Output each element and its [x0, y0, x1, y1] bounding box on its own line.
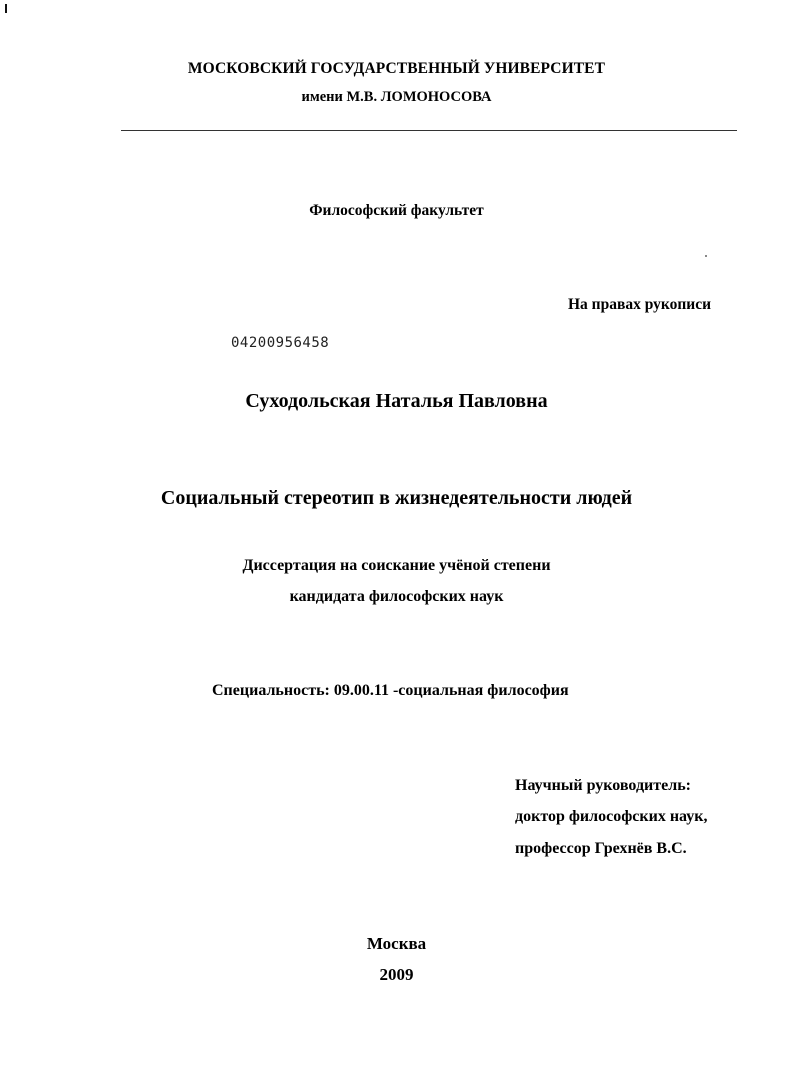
year: 2009 [379, 965, 414, 984]
degree-line-2: кандидата философских наук [289, 588, 504, 605]
city: Москва [366, 934, 427, 953]
degree-line-1: Диссертация на соискание учёной степени [242, 557, 551, 574]
catalog-code: 04200956458 [231, 335, 330, 351]
faculty-name: Философский факультет [309, 202, 484, 219]
supervisor-degree: доктор философских наук, [515, 808, 708, 825]
scan-mark [5, 4, 7, 13]
supervisor-label: Научный руководитель: [515, 777, 691, 794]
university-named-after: имени М.В. ЛОМОНОСОВА [301, 89, 492, 105]
rights-note: На правах рукописи [568, 296, 712, 313]
author-name: Суходольская Наталья Павловна [245, 390, 548, 412]
header-divider [121, 130, 737, 131]
supervisor-name: профессор Грехнёв В.С. [515, 840, 687, 857]
specialty: Специальность: 09.00.11 -социальная философия [212, 682, 569, 699]
scan-speck [705, 255, 707, 257]
dissertation-title: Социальный стереотип в жизнедеятельности людей [160, 487, 633, 509]
university-name: МОСКОВСКИЙ ГОСУДАРСТВЕННЫЙ УНИВЕРСИТЕТ [187, 60, 606, 77]
